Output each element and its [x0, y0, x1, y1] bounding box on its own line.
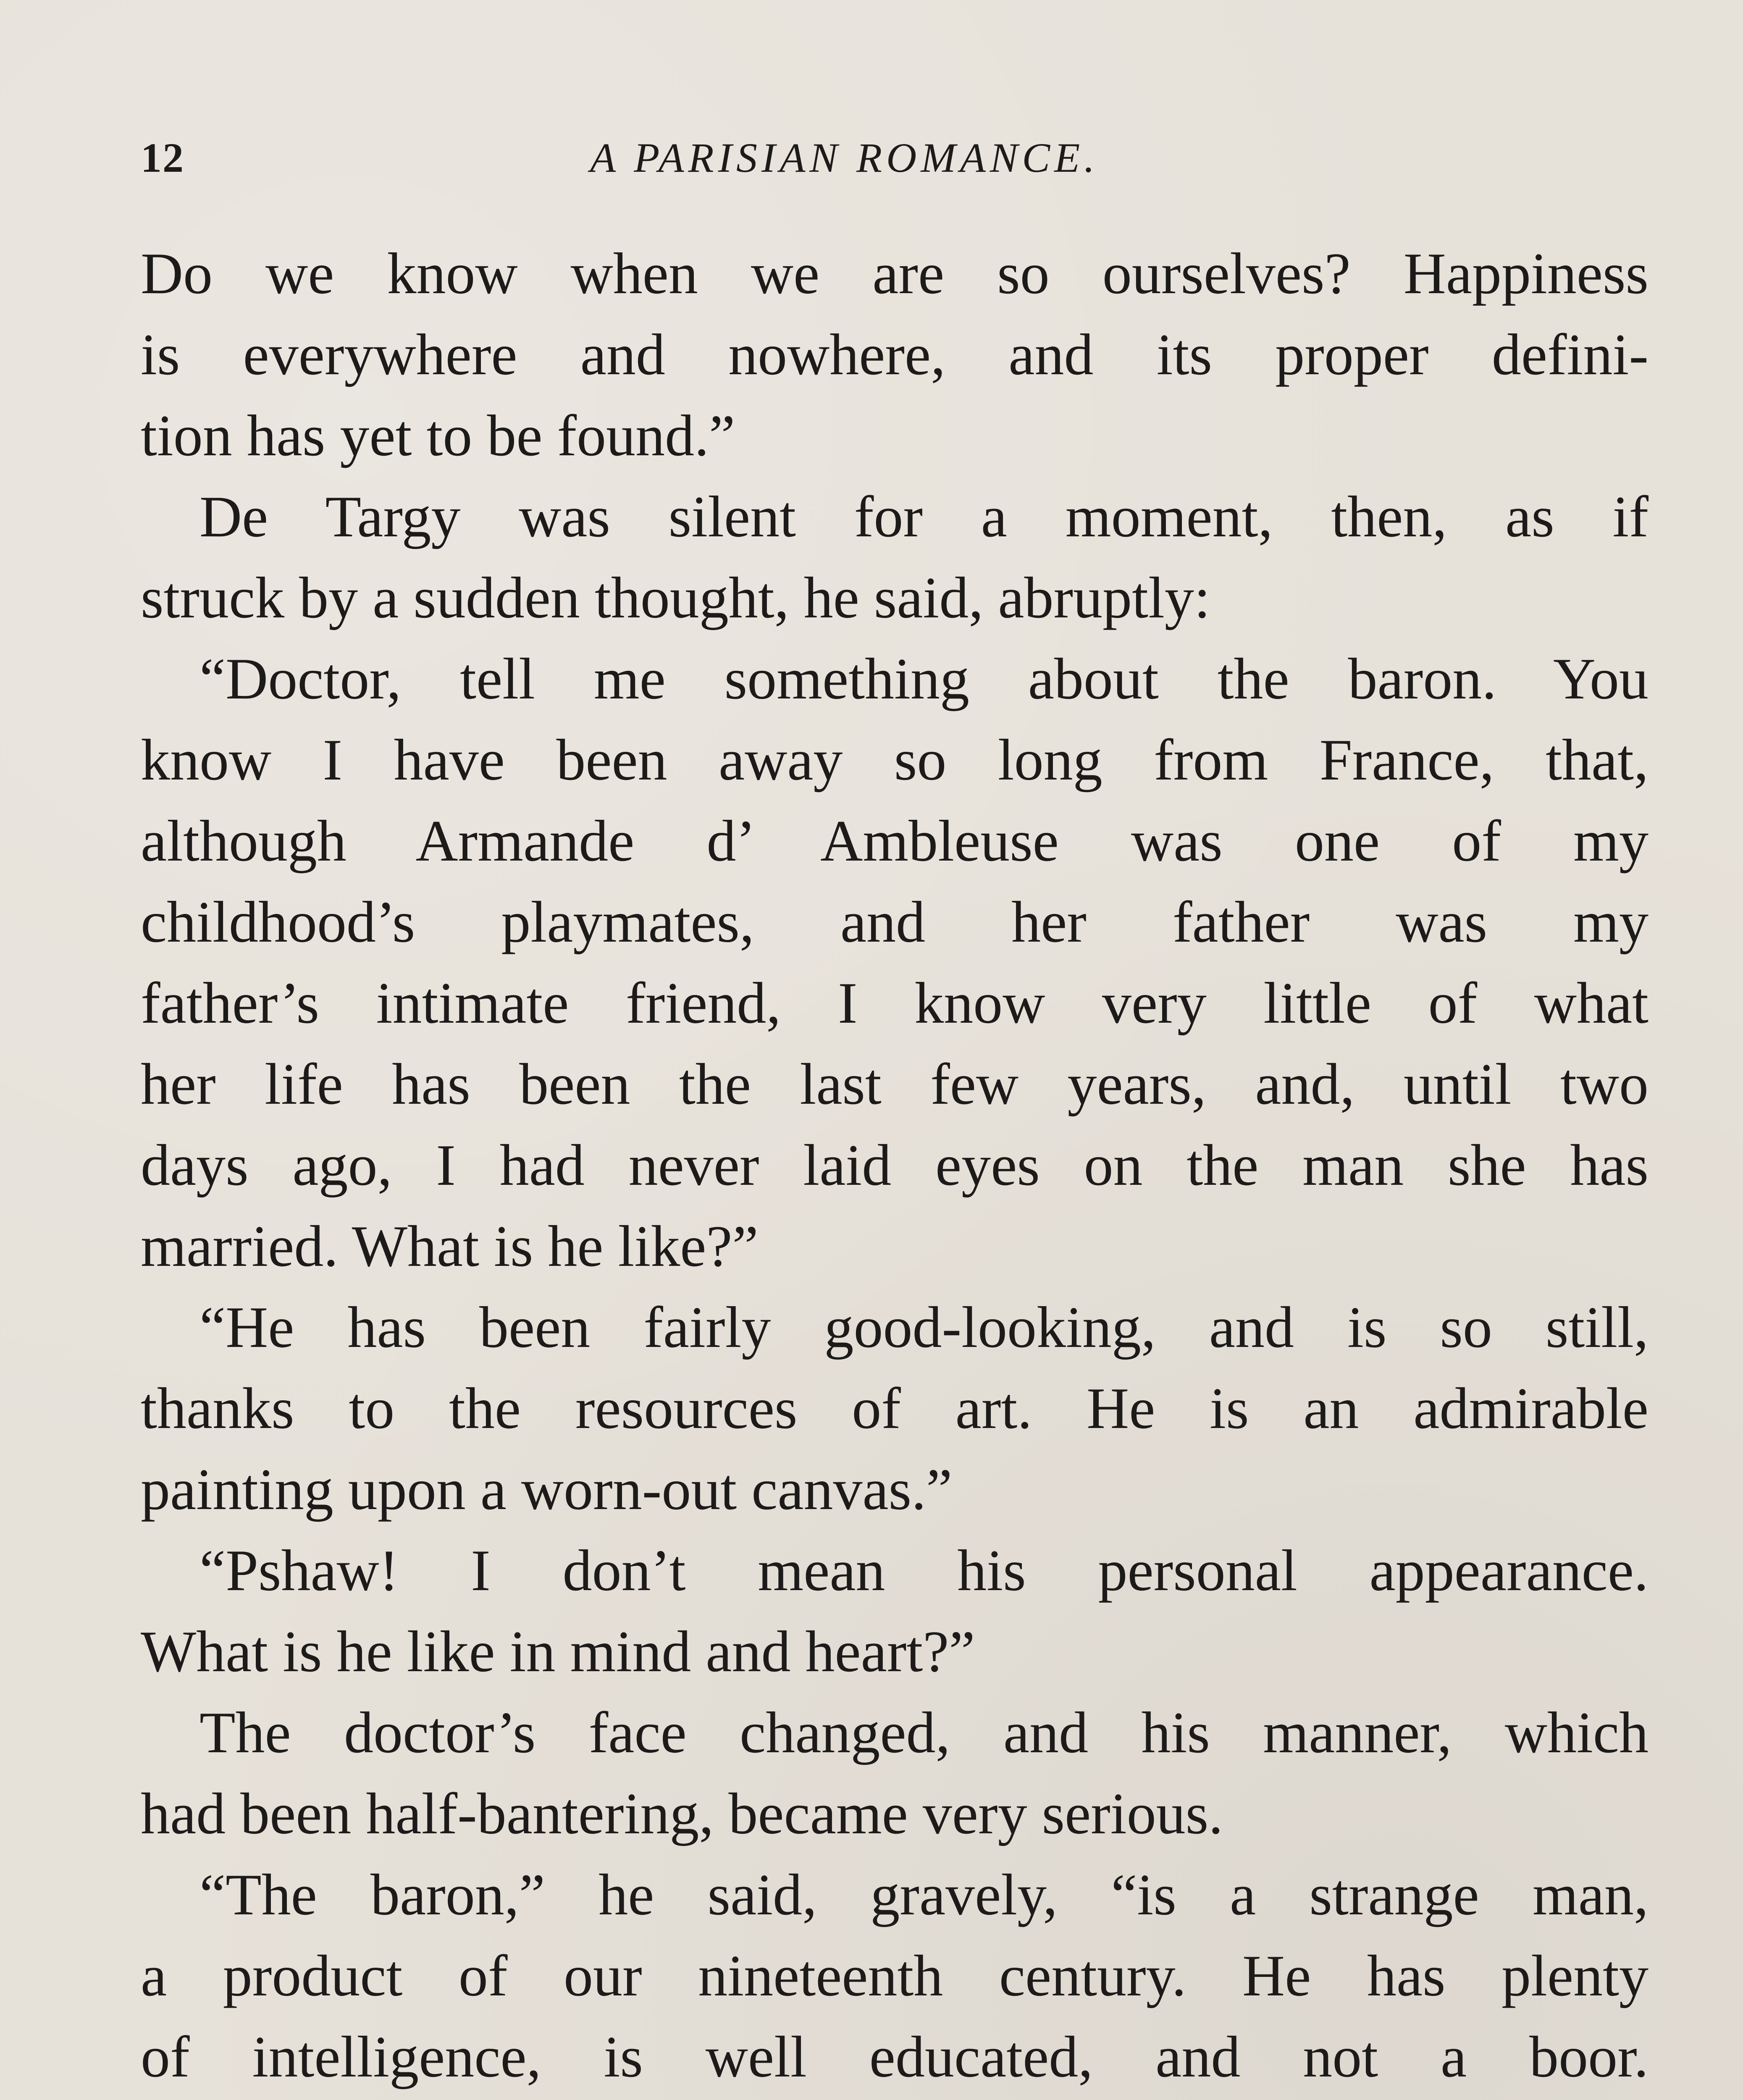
- text-line: “The baron,” he said, gravely, “is a strange man,: [200, 1862, 1648, 1927]
- text-line: had been half-bantering, became very serious.: [141, 1781, 1223, 1846]
- text-line: tion has yet to be found.”: [141, 403, 735, 468]
- text-line: “Pshaw! I don’t mean his personal appearance.: [200, 1538, 1648, 1603]
- text-line: her life has been the last few years, and, until two: [141, 1052, 1648, 1117]
- text-line: of intelligence, is well educated, and not a boor.: [141, 2024, 1648, 2090]
- text-line: childhood’s playmates, and her father was my: [141, 890, 1648, 955]
- text-line: Do we know when we are so ourselves? Happiness: [141, 241, 1648, 306]
- text-line: [141, 2097, 1648, 2100]
- text-line: “Doctor, tell me something about the baron. You: [200, 646, 1648, 711]
- text-line: although Armande d’ Ambleuse was one of my: [141, 808, 1648, 874]
- text-line: father’s intimate friend, I know very little of what: [141, 971, 1648, 1036]
- text-line: struck by a sudden thought, he said, abruptly:: [141, 565, 1210, 630]
- text-line: a product of our nineteenth century. He has plenty: [141, 1943, 1648, 2008]
- text-line: “He has been fairly good-looking, and is so still,: [200, 1295, 1648, 1360]
- running-head: [141, 134, 1648, 192]
- text-line: days ago, I had never laid eyes on the man she has: [141, 1133, 1648, 1198]
- text-line: know I have been away so long from France, that,: [141, 727, 1648, 793]
- page-number: 12: [141, 134, 184, 181]
- text-line: painting upon a worn-out canvas.”: [141, 1457, 953, 1522]
- text-line: thanks to the resources of art. He is an admirable: [141, 1376, 1648, 1441]
- body-text: [141, 233, 1648, 2100]
- text-line: What is he like in mind and heart?”: [141, 1619, 975, 1684]
- running-title: A PARISIAN ROMANCE.: [590, 134, 1099, 181]
- text-line: De Targy was silent for a moment, then, as if: [200, 484, 1648, 549]
- text-line: The doctor’s face changed, and his manner, which: [200, 1700, 1648, 1765]
- text-line: is everywhere and nowhere, and its proper defini-: [141, 322, 1648, 387]
- text-line: married. What is he like?”: [141, 1214, 759, 1279]
